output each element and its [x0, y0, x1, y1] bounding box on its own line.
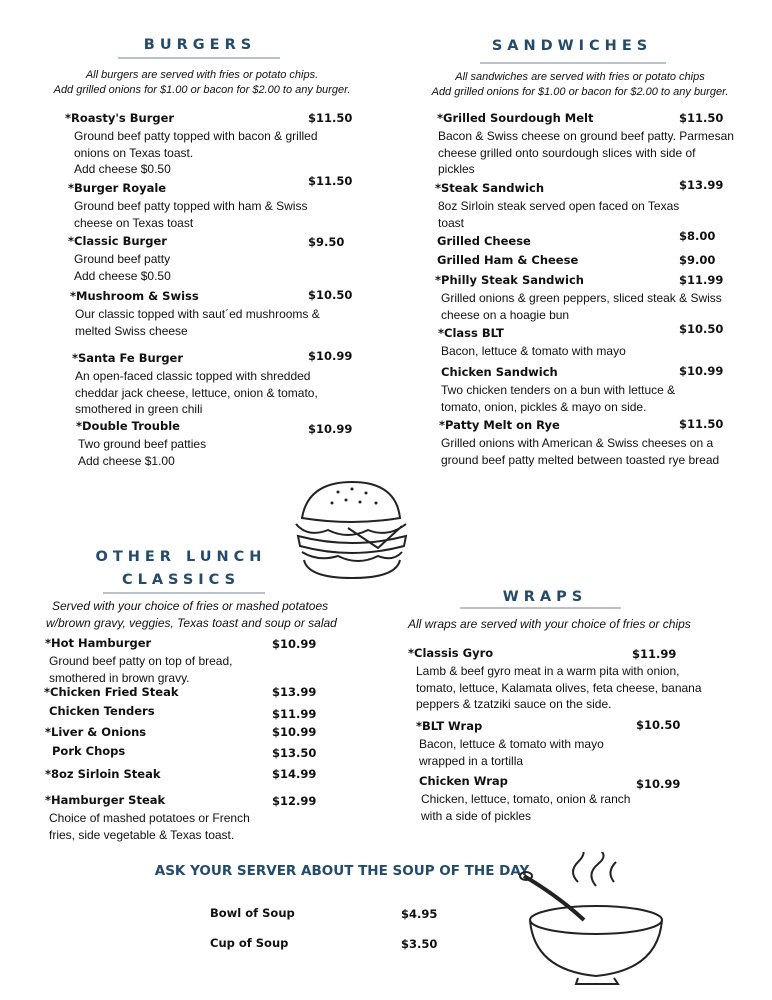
soup-item-name: Bowl of Soup [210, 906, 295, 920]
other-item-price: $10.99 [272, 725, 317, 739]
sandwiches-item-description: 8oz Sirloin steak served open faced on Texas [438, 199, 680, 213]
burgers-item-name: *Mushroom & Swiss [70, 289, 199, 303]
wraps-note: All wraps are served with your choice of fries or chips [408, 617, 691, 631]
burgers-divider [118, 57, 280, 59]
soup-item-name: Cup of Soup [210, 936, 289, 950]
other-item-description: Choice of mashed potatoes or French [49, 811, 250, 825]
soup-bowl-icon [518, 852, 668, 987]
other-item-name: *Chicken Fried Steak [44, 685, 179, 699]
wraps-item-price: $11.99 [632, 647, 677, 661]
sandwiches-item-description: cheese grilled onto sourdough slices with side of [438, 145, 696, 160]
sandwiches-note: All sandwiches are served with fries or potato chips [455, 71, 705, 83]
sandwiches-note: Add grilled onions for $1.00 or bacon for $2.00 to any burger. [431, 86, 729, 98]
wraps-item-description: tomato, lettuce, Kalamata olives, feta cheese, banana [416, 680, 702, 695]
sandwiches-item-price: $13.99 [679, 178, 724, 192]
soup-item-price: $3.50 [401, 937, 438, 951]
soup-banner: ASK YOUR SERVER ABOUT THE SOUP OF THE DAY [154, 863, 530, 879]
wraps-item-description: Chicken, lettuce, tomato, onion & ranch [421, 792, 631, 806]
other-note: w/brown gravy, veggies, Texas toast and soup or salad [46, 616, 337, 630]
burger-icon [288, 478, 413, 583]
burgers-item-description: Ground beef patty [74, 252, 171, 266]
other-item-price: $11.99 [272, 707, 317, 721]
sandwiches-item-price: $11.50 [679, 111, 724, 125]
burgers-note: Add grilled onions for $1.00 or bacon for $2.00 to any burger. [53, 84, 351, 96]
burgers-item-description: Two ground beef patties [78, 437, 207, 451]
sandwiches-item-name: Chicken Sandwich [441, 365, 558, 379]
burgers-item-description: Ground beef patty topped with ham & Swiss [74, 199, 308, 213]
burgers-item-description: smothered in green chili [75, 402, 203, 416]
other-item-name: *8oz Sirloin Steak [45, 767, 161, 781]
wraps-item-description: wrapped in a tortilla [419, 753, 524, 768]
other-item-price: $14.99 [272, 767, 317, 781]
wraps-item-description: with a side of pickles [421, 808, 532, 823]
wraps-item-name: *BLT Wrap [416, 719, 483, 733]
burgers-item-description: Our classic topped with saut´ed mushrooms & [75, 307, 320, 321]
sandwiches-item-name: Grilled Cheese [437, 234, 531, 248]
wraps-item-name: *Classis Gyro [408, 646, 494, 660]
wraps-item-name: Chicken Wrap [419, 774, 508, 788]
sandwiches-item-name: *Class BLT [438, 326, 504, 340]
sandwiches-divider [480, 62, 666, 64]
sandwiches-item-price: $8.00 [679, 229, 716, 243]
other-note: Served with your choice of fries or mashed potatoes [52, 599, 329, 613]
burgers-item-description: onions on Texas toast. [74, 145, 194, 160]
sandwiches-item-name: *Steak Sandwich [435, 181, 545, 195]
sandwiches-item-description: toast [438, 215, 465, 230]
sandwiches-item-name: *Patty Melt on Rye [439, 418, 560, 432]
burgers-item-name: *Classic Burger [68, 234, 167, 248]
burgers-item-price: $11.50 [308, 174, 353, 188]
other-item-name: Chicken Tenders [49, 704, 155, 718]
sandwiches-item-description: Grilled onions & green peppers, sliced steak & Swiss [441, 291, 722, 305]
other-item-price: $13.50 [272, 746, 317, 760]
other-item-description: fries, side vegetable & Texas toast. [49, 827, 235, 842]
other-title-line1: OTHER LUNCH [95, 549, 267, 565]
other-item-price: $13.99 [272, 685, 317, 699]
sandwiches-item-description: Grilled onions with American & Swiss cheeses on a [441, 436, 714, 450]
burgers-item-description: Ground beef patty topped with bacon & grilled [74, 129, 318, 143]
wraps-item-price: $10.99 [636, 777, 681, 791]
sandwiches-item-price: $11.50 [679, 417, 724, 431]
wraps-item-price: $10.50 [636, 718, 681, 732]
burgers-item-description: Add cheese $0.50 [74, 268, 171, 283]
sandwiches-item-name: *Grilled Sourdough Melt [437, 111, 594, 125]
sandwiches-item-description: tomato, onion, pickles & mayo on side. [441, 399, 647, 414]
wraps-title: WRAPS [502, 589, 588, 605]
other-item-description: Ground beef patty on top of bread, [49, 654, 233, 668]
burgers-item-description: An open-faced classic topped with shredded [75, 369, 311, 383]
sandwiches-item-price: $10.50 [679, 322, 724, 336]
burgers-item-price: $10.99 [308, 422, 353, 436]
burgers-item-price: $9.50 [308, 235, 345, 249]
burgers-item-description: Add cheese $1.00 [78, 453, 175, 468]
burgers-item-description: melted Swiss cheese [75, 323, 188, 338]
burgers-item-name: *Santa Fe Burger [72, 351, 184, 365]
sandwiches-item-price: $11.99 [679, 273, 724, 287]
burgers-item-description: Add cheese $0.50 [74, 162, 171, 176]
sandwiches-item-name: Grilled Ham & Cheese [437, 253, 579, 267]
burgers-item-price: $10.50 [308, 288, 353, 302]
other-title-line2: CLASSICS [121, 572, 241, 588]
sandwiches-title: SANDWICHES [491, 38, 653, 54]
sandwiches-item-price: $10.99 [679, 364, 724, 378]
wraps-item-description: peppers & tzatziki sauce on the side. [416, 697, 612, 711]
other-item-name: *Hamburger Steak [45, 793, 166, 807]
soup-item-price: $4.95 [401, 907, 438, 921]
burgers-item-description: cheese on Texas toast [74, 215, 194, 230]
sandwiches-item-price: $9.00 [679, 253, 716, 267]
burgers-title: BURGERS [143, 37, 257, 53]
sandwiches-item-description: Two chicken tenders on a bun with lettuce & [441, 383, 676, 397]
sandwiches-item-name: *Philly Steak Sandwich [435, 273, 584, 287]
wraps-item-description: Lamb & beef gyro meat in a warm pita with onion, [416, 664, 680, 678]
burgers-item-price: $10.99 [308, 349, 353, 363]
wraps-divider [460, 607, 621, 609]
sandwiches-item-description: Bacon, lettuce & tomato with mayo [441, 344, 626, 358]
other-item-name: *Hot Hamburger [45, 636, 152, 650]
other-item-description: smothered in brown gravy. [49, 670, 190, 685]
other-item-price: $12.99 [272, 794, 317, 808]
other-item-name: *Liver & Onions [45, 725, 147, 739]
other-item-name: Pork Chops [52, 744, 126, 758]
burgers-item-price: $11.50 [308, 111, 353, 125]
burgers-item-description: cheddar jack cheese, lettuce, onion & tomato, [75, 385, 318, 400]
burgers-item-name: *Double Trouble [76, 419, 180, 433]
burgers-item-name: *Roasty's Burger [65, 111, 175, 125]
sandwiches-item-description: pickles [438, 162, 475, 176]
sandwiches-item-description: cheese on a hoagie bun [441, 307, 570, 322]
other-divider [103, 592, 265, 594]
sandwiches-item-description: Bacon & Swiss cheese on ground beef patty. Parmesan [438, 129, 734, 143]
burgers-note: All burgers are served with fries or potato chips. [85, 69, 319, 81]
burgers-item-name: *Burger Royale [68, 181, 167, 195]
wraps-item-description: Bacon, lettuce & tomato with mayo [419, 737, 604, 751]
sandwiches-item-description: ground beef patty melted between toasted rye bread [441, 452, 720, 467]
other-item-price: $10.99 [272, 637, 317, 651]
